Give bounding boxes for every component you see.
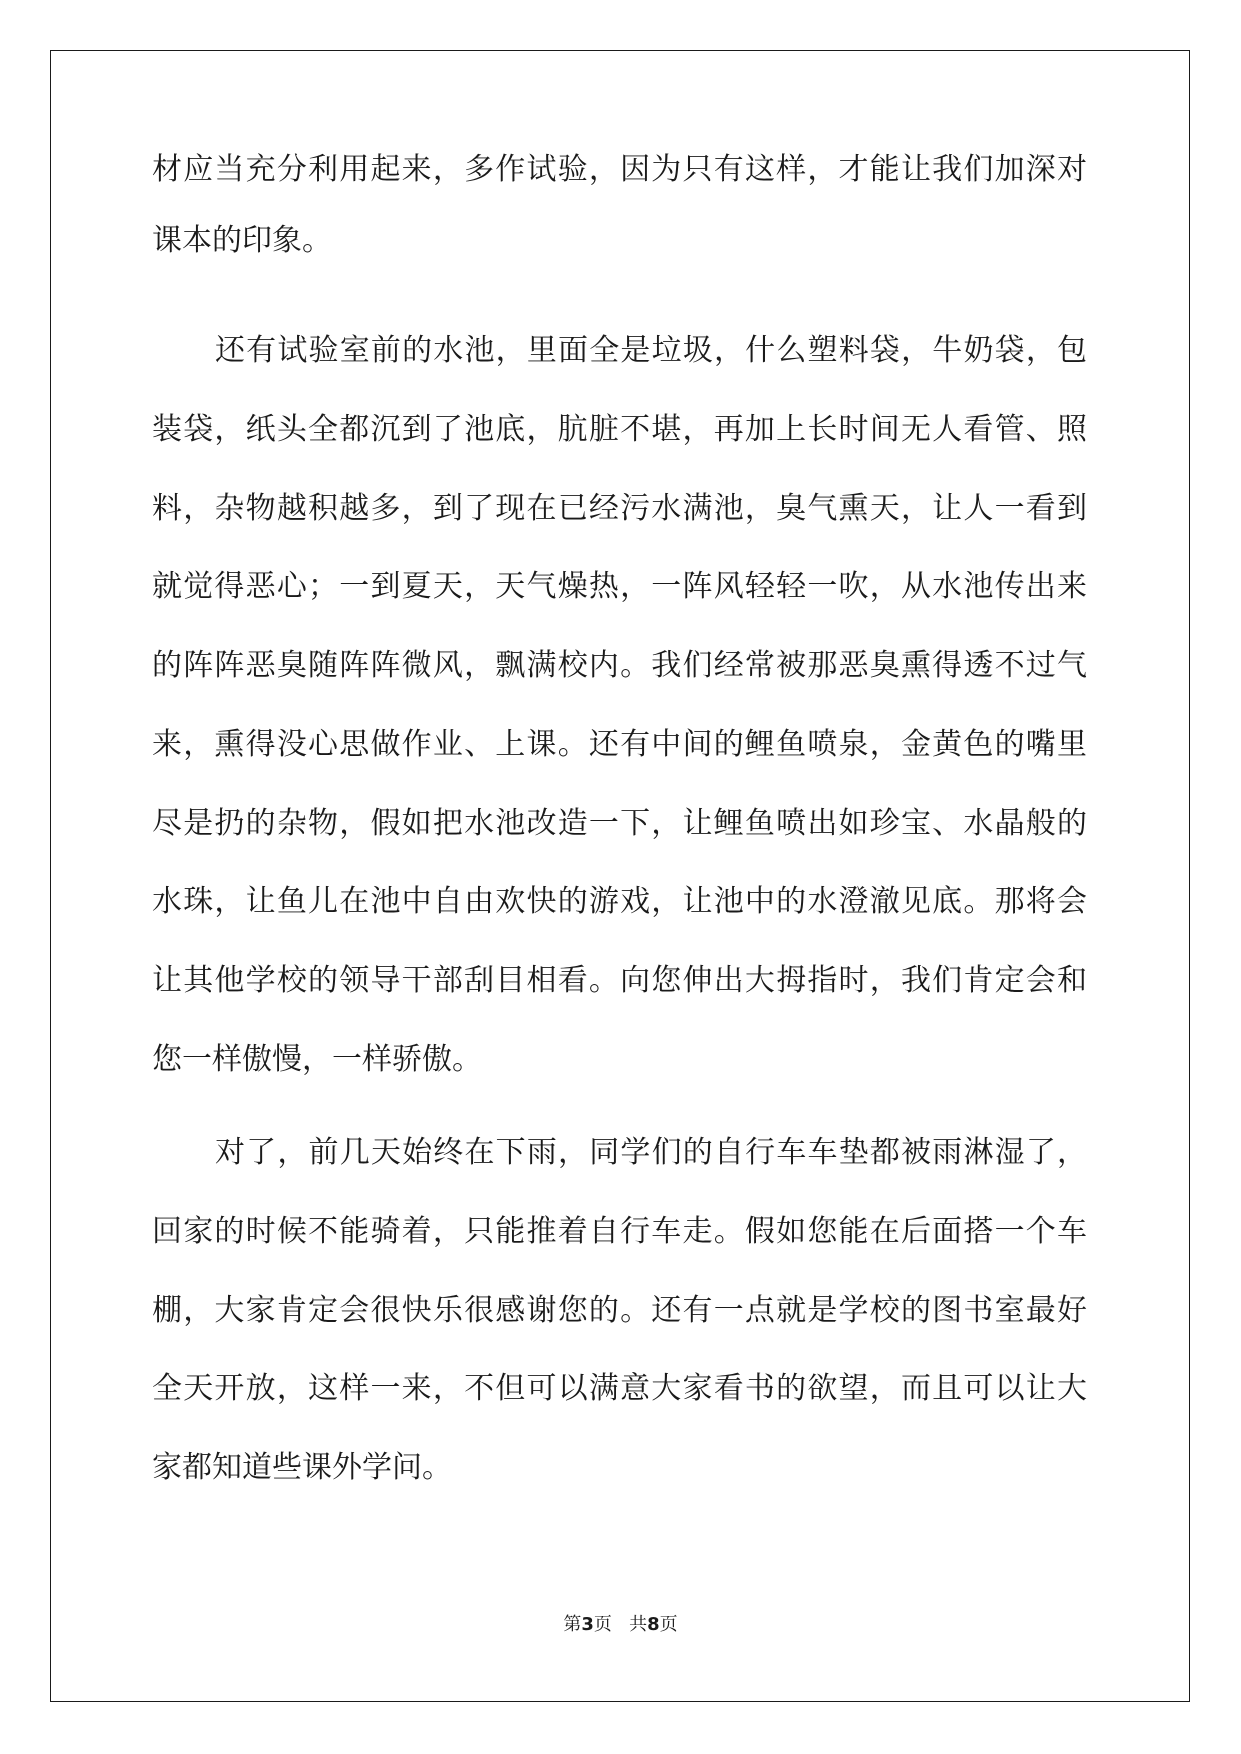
footer-prefix: 第 [563,1614,582,1635]
text-line: 水珠，让鱼儿在池中自由欢快的游戏，让池中的水澄澈见底。那将会 [152,884,1087,919]
text-line: 就觉得恶心；一到夏天，天气燥热，一阵风轻轻一吹，从水池传出来 [152,569,1087,604]
footer-total-suffix: 页 [659,1614,678,1635]
page-footer [0,1612,1241,1638]
text-line: 课本的印象。 [152,223,332,258]
text-line: 料，杂物越积越多，到了现在已经污水满池，臭气熏天，让人一看到 [152,491,1087,526]
footer-total-prefix: 共 [629,1614,648,1635]
text-line: 装袋，纸头全都沉到了池底，肮脏不堪，再加上长时间无人看管、照 [152,412,1087,447]
text-line: 让其他学校的领导干部刮目相看。向您伸出大拇指时，我们肯定会和 [152,963,1087,998]
paragraph-first-line: 对了，前几天始终在下雨，同学们的自行车车垫都被雨淋湿了， [215,1135,1087,1170]
text-line: 家都知道些课外学问。 [152,1450,452,1485]
total-pages: 8 [647,1614,660,1635]
text-line: 棚，大家肯定会很快乐很感谢您的。还有一点就是学校的图书室最好 [152,1293,1087,1328]
footer-page-suffix: 页 [593,1614,612,1635]
text-line: 回家的时候不能骑着，只能推着自行车走。假如您能在后面搭一个车 [152,1214,1087,1249]
paragraph-first-line: 还有试验室前的水池，里面全是垃圾，什么塑料袋，牛奶袋，包 [215,333,1087,368]
text-line: 的阵阵恶臭随阵阵微风，飘满校内。我们经常被那恶臭熏得透不过气 [152,648,1087,683]
text-line: 尽是扔的杂物，假如把水池改造一下，让鲤鱼喷出如珍宝、水晶般的 [152,806,1087,841]
text-line: 来，熏得没心思做作业、上课。还有中间的鲤鱼喷泉，金黄色的嘴里 [152,727,1087,762]
page-number: 3 [581,1614,594,1635]
text-line: 您一样傲慢，一样骄傲。 [152,1042,482,1077]
text-line: 全天开放，这样一来，不但可以满意大家看书的欲望，而且可以让大 [152,1371,1087,1406]
text-line: 材应当充分利用起来，多作试验，因为只有这样，才能让我们加深对 [152,152,1087,187]
